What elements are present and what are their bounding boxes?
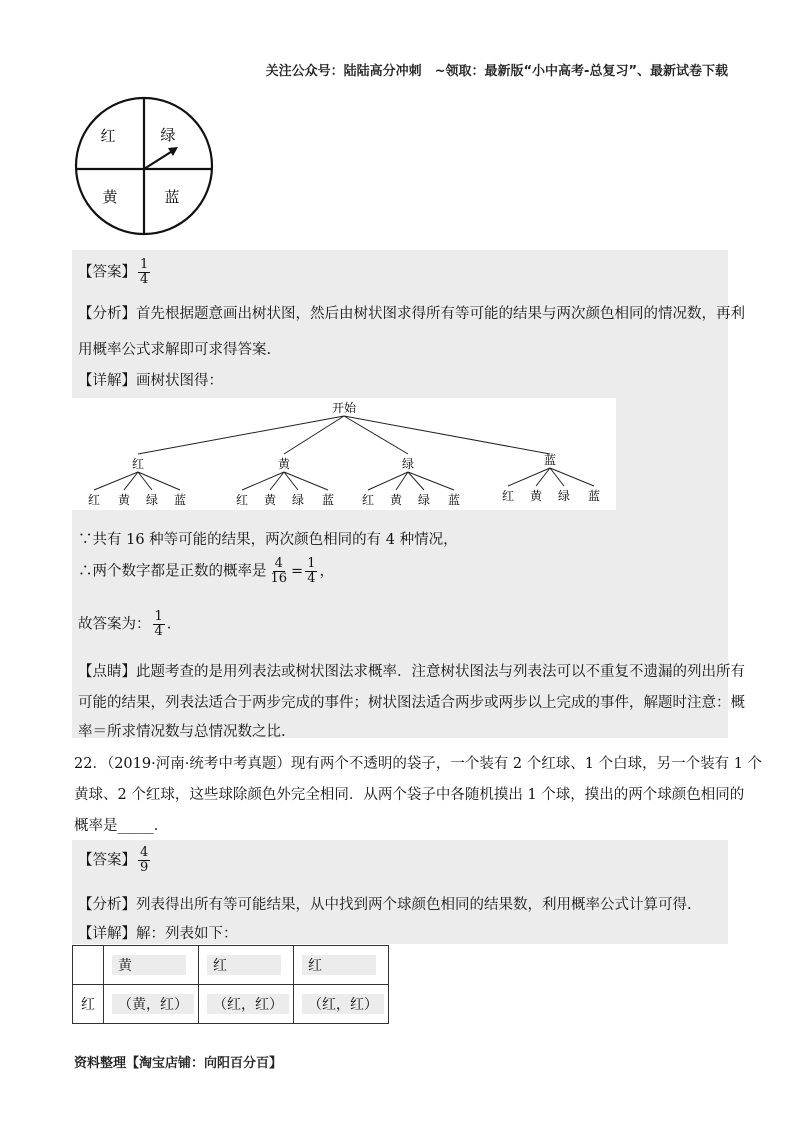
spinner-label-blue: 蓝 (164, 188, 180, 206)
table-corner-cell (73, 946, 104, 985)
page-footer: 资料整理【淘宝店铺：向阳百分百】 (74, 1056, 283, 1071)
tree-l2-g1-green: 绿 (145, 493, 159, 507)
q22-stem-line2: 黄球、2 个红球，这些球除颜色外完全相同．从两个袋子中各随机摸出 1 个球，摸出的两个球颜色相同的 (74, 787, 745, 803)
tree-l2-g3-green: 绿 (417, 493, 431, 507)
q22-stem-line1: 22．（2019·河南·统考中考真题）现有两个不透明的袋子，一个装有 2 个红球、1 个白球，另一个装有 1 个 (74, 756, 763, 772)
table-row (73, 985, 389, 1024)
tree-l2-g4-blue: 蓝 (587, 489, 601, 503)
q21-answer-fraction: $\frac{1}{4}$ (140, 257, 149, 287)
tree-l1-red: 红 (131, 457, 145, 471)
tree-l2-g1-blue: 蓝 (173, 493, 187, 507)
q21-comment-line2: 可能的结果，列表法适合于两步完成的事件；树状图法适合两步或两步以上完成的事件，解题时注意：概 (78, 695, 745, 711)
q22-outcome-table (72, 945, 389, 1024)
tree-l2-g3-yellow: 黄 (389, 493, 403, 507)
tree-root-label: 开始 (331, 401, 357, 415)
spinner-arrow-head-icon (168, 147, 178, 156)
spinner-label-green: 绿 (160, 126, 176, 144)
q22-detail-line: 【详解】解：列表如下： (78, 926, 238, 942)
table-header-cell: 黄 (104, 946, 199, 985)
tree-l1-green: 绿 (401, 457, 415, 471)
tree-l2-g3-red: 红 (361, 493, 375, 507)
table-header-cell: 红 (294, 946, 389, 985)
q21-conclusion-line: 故答案为： $\frac{1}{4}$ . (78, 609, 172, 639)
table-header-cell: 红 (199, 946, 294, 985)
spinner-label-yellow: 黄 (102, 188, 118, 206)
tree-l2-g2-blue: 蓝 (321, 493, 335, 507)
detail-label: 【详解】 (78, 373, 136, 389)
q21-conclusion-fraction: $\frac{1}{4}$ (154, 609, 163, 639)
q22-answer-line: 【答案】 $\frac{4}{9}$ (78, 845, 149, 875)
tree-l1-blue: 蓝 (543, 453, 557, 467)
q21-comment-line3: 率＝所求情况数与总情况数之比. (78, 724, 286, 740)
table-cell: （红，红） (294, 985, 389, 1024)
q21-answer-line (78, 258, 152, 287)
tree-l2-g4-red: 红 (501, 489, 515, 503)
page-header-promo: 关注公众号：陆陆高分冲刺 ~领取：最新版“小中高考-总复习”、最新试卷下载 (265, 64, 728, 79)
q21-analysis-line2: 用概率公式求解即可求得答案. (78, 342, 272, 358)
tree-l2-g4-green: 绿 (557, 489, 571, 503)
probability-tree-diagram (72, 398, 616, 510)
comment-label: 【点睛】 (78, 664, 136, 680)
q22-analysis-line: 【分析】列表得出所有等可能结果，从中找到两个球颜色相同的结果数，利用概率公式计算可得. (78, 897, 692, 913)
table-cell: （黄，红） (104, 985, 199, 1024)
tree-l2-g2-red: 红 (235, 493, 249, 507)
q21-therefore-line: ∴两个数字都是正数的概率是 $\frac{4}{16}$ = $\frac{1}{4}$ ， (78, 556, 334, 586)
tree-l2-g2-yellow: 黄 (263, 493, 277, 507)
q21-detail-line: 【详解】画树状图得： (78, 373, 223, 389)
q21-analysis-line1: 【分析】首先根据题意画出树状图，然后由树状图求得所有等可能的结果与两次颜色相同的情况数，再利 (78, 306, 745, 322)
q22-answer-fraction: $\frac{4}{9}$ (140, 845, 149, 875)
q21-comment-line1: 【点睛】此题考查的是用列表法或树状图法求概率．注意树状图法与列表法可以不重复不遗漏的列出所有 (78, 664, 745, 680)
q21-because-line: ∵共有 16 种等可能的结果，两次颜色相同的有 4 种情况， (78, 532, 458, 548)
tree-l2-g1-yellow: 黄 (117, 493, 131, 507)
tree-l2-g1-red: 红 (87, 493, 101, 507)
tree-l1-yellow: 黄 (277, 457, 291, 471)
table-header-row (73, 946, 389, 985)
q21-frac-1-4: $\frac{1}{4}$ (307, 556, 316, 586)
table-row-label: 红 (73, 985, 104, 1024)
tree-l2-g2-green: 绿 (291, 493, 305, 507)
answer-label: 【答案】 (78, 264, 136, 281)
table-cell: （红，红） (199, 985, 294, 1024)
color-spinner-figure (74, 96, 214, 236)
spinner-arrow-icon (144, 150, 174, 169)
tree-l2-g3-blue: 蓝 (447, 493, 461, 507)
tree-l2-g4-yellow: 黄 (529, 489, 543, 503)
analysis-label: 【分析】 (78, 306, 136, 322)
q22-stem-line3: 概率是_____． (74, 818, 169, 834)
q21-frac-4-16: $\frac{4}{16}$ (270, 556, 288, 586)
spinner-label-red: 红 (100, 127, 116, 145)
